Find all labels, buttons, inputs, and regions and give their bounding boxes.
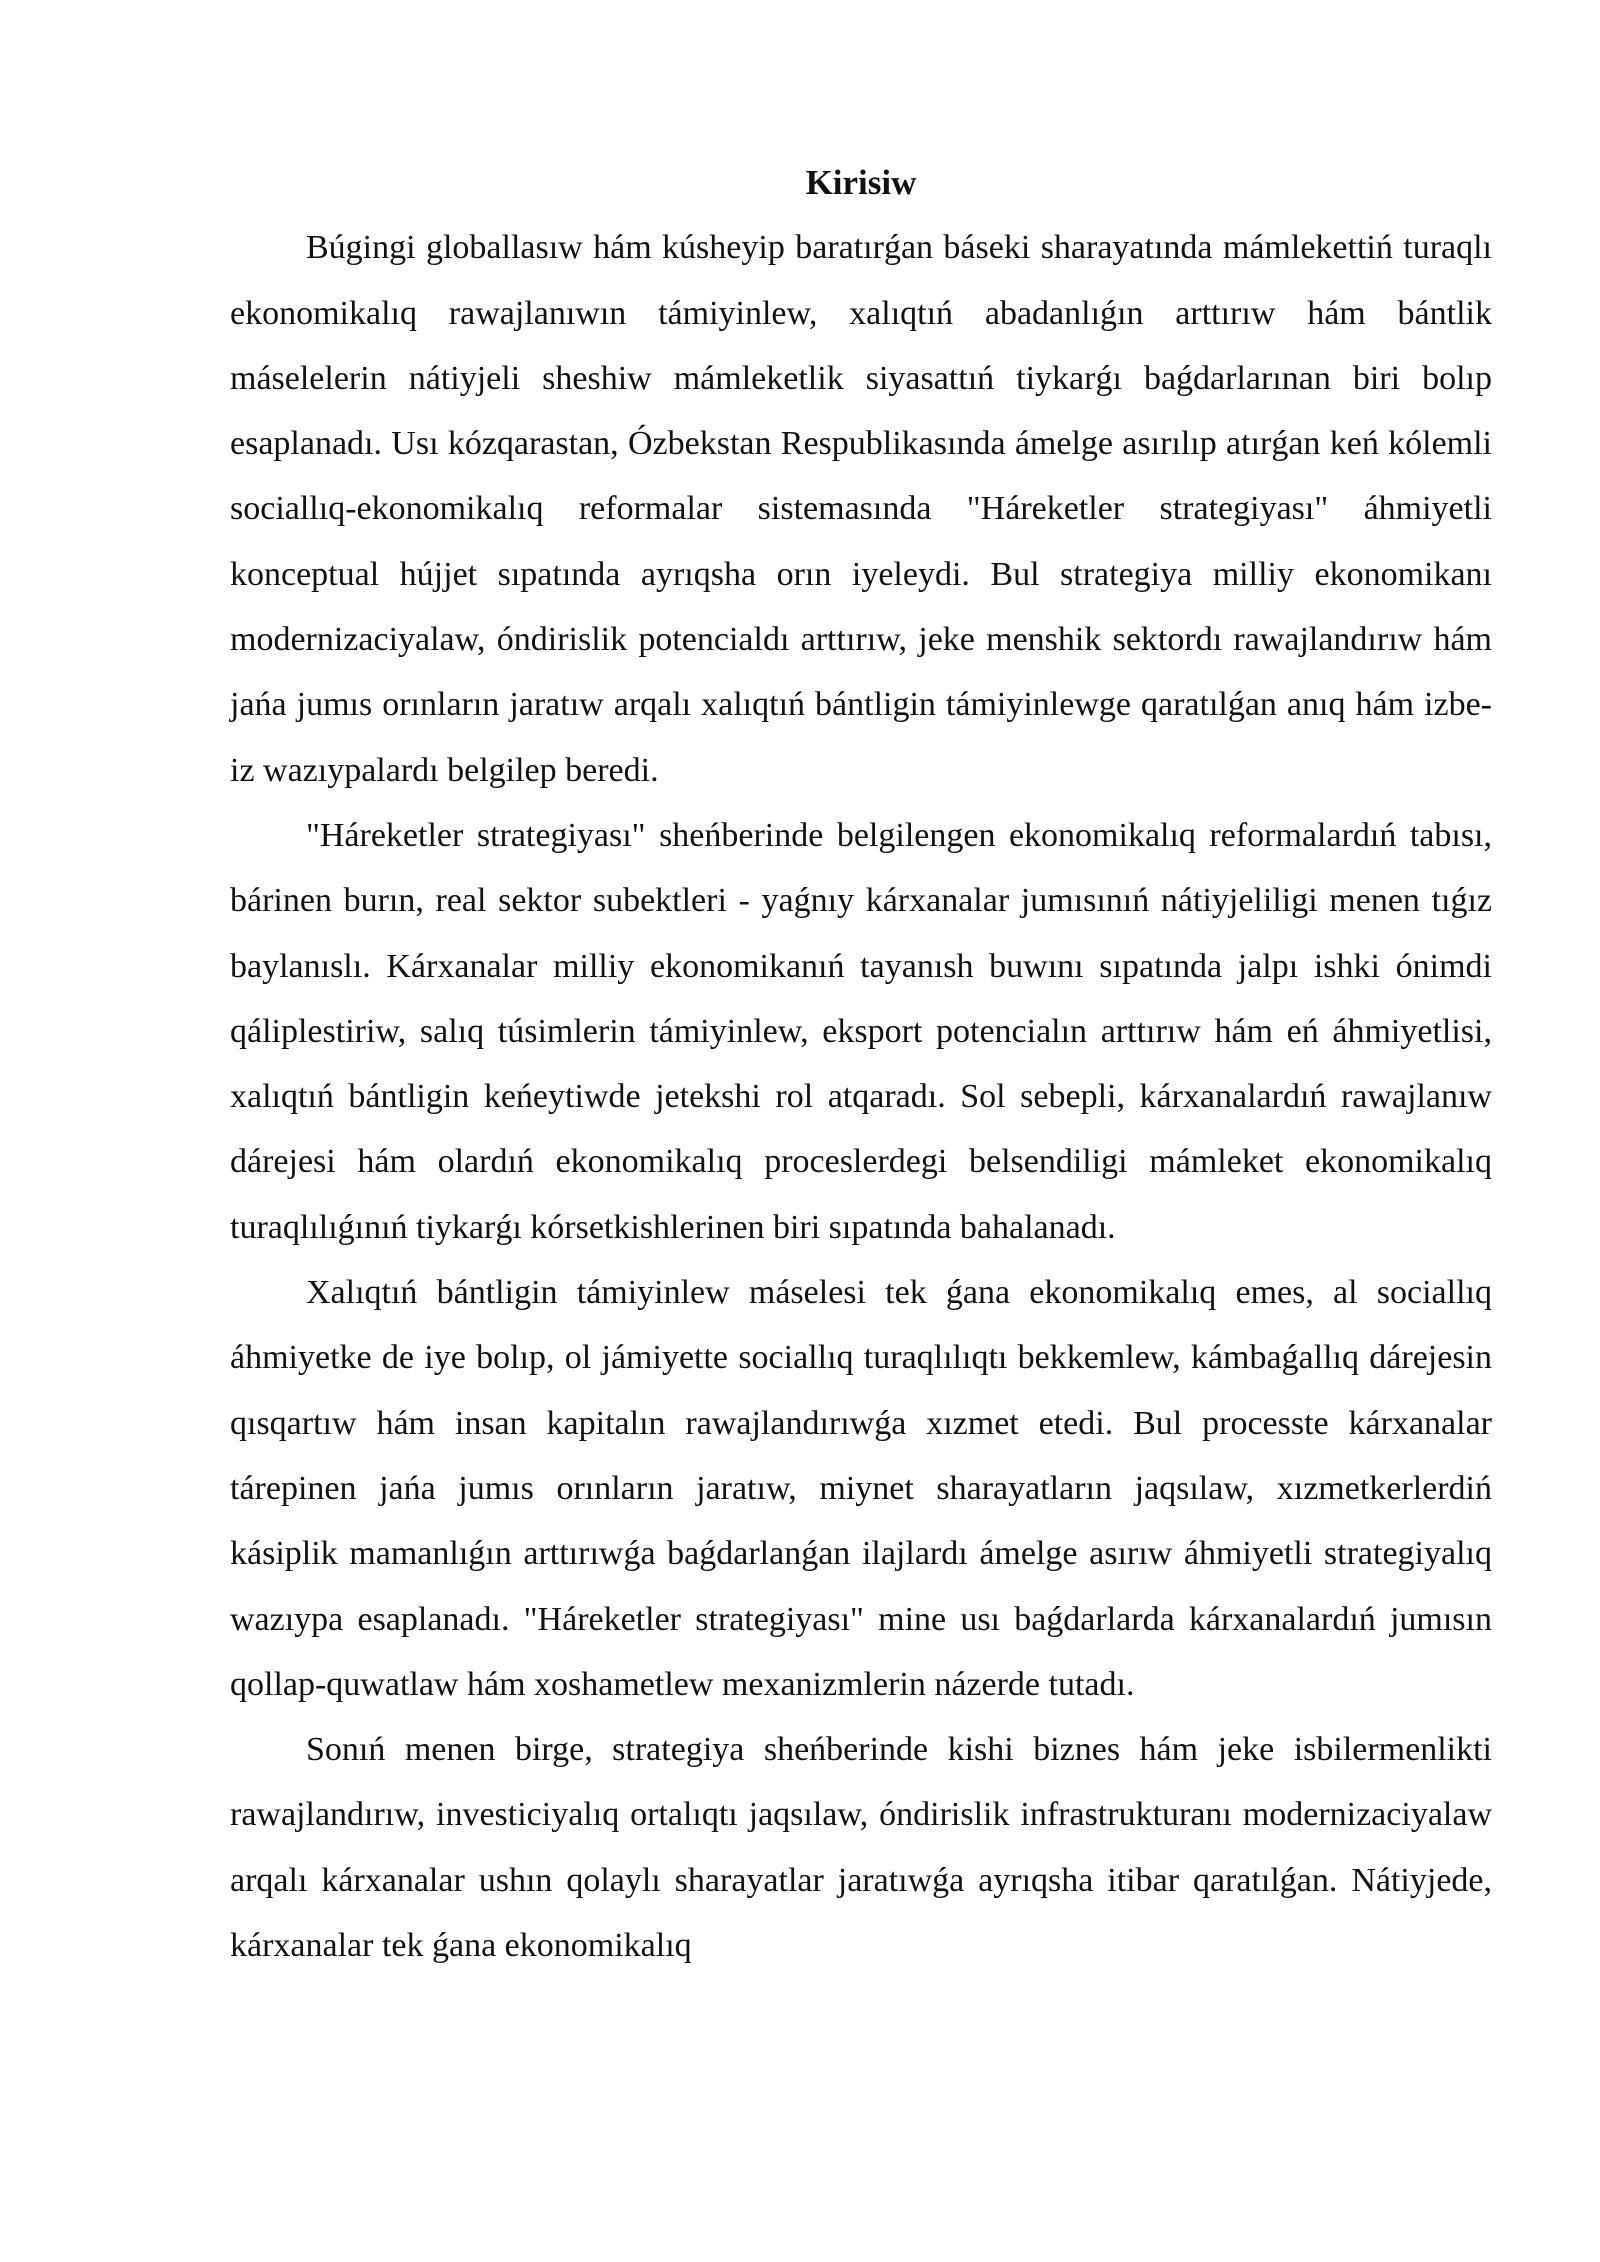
paragraph-3: Xalıqtıń bántligin támiyinlew máselesi tek ǵana ekonomikalıq emes, al sociallıq áhmiyetke de iye bolıp, ol jámiyette sociallıq turaqlılıqtı bekkemlew, kámbaǵallıq dárejesin qısqartıw hám insan kapitalın rawajlandırıwǵa xızmet etedi. Bul processte kárxanalar tárepinen jańa jumıs orınların jaratıw, miynet sharayatların jaqsılaw, xızmetkerlerdiń kásiplik mamanlıǵın arttırıwǵa baǵdarlanǵan ilajlardı ámelge asırıw áhmiyetli strategiyalıq wazıypa esaplanadı. "Háreketler strategiyası" mine usı baǵdarlarda kárxanalardıń jumısın qollap-quwatlaw hám xoshametlew mexanizmlerin názerde tutadı.: [230, 1274, 1492, 1703]
paragraph-1: Búgingi globallasıw hám kúsheyip baratırǵan báseki sharayatında mámlekettiń turaqlı ekonomikalıq rawajlanıwın támiyinlew, xalıqtıń abadanlıǵın arttırıw hám bántlik máselelerin nátiyjeli sheshiw mámleketlik siyasattıń tiykarǵı baǵdarlarınan biri bolıp esaplanadı. Usı kózqarastan, Ózbekstan Respublikasında ámelge asırılıp atırǵan keń kólemli sociallıq-ekonomikalıq reformalar sistemasında "Háreketler strategiyası" áhmiyetli konceptual hújjet sıpatında ayrıqsha orın iyeleydi. Bul strategiya milliy ekonomikanı modernizaciyalaw, óndirislik potencialdı arttırıw, jeke menshik sektordı rawajlandırıw hám jańa jumıs orınların jaratıw arqalı xalıqtıń bántligin támiyinlewge qaratılǵan anıq hám izbe-iz wazıypalardı belgilep beredi.: [230, 229, 1492, 789]
section-title: Kirisiw: [805, 163, 917, 202]
document-body: [230, 150, 1492, 1978]
paragraph-4: Sonıń menen birge, strategiya sheńberinde kishi biznes hám jeke isbilermenlikti rawajlandırıw, investiciyalıq ortalıqtı jaqsılaw, óndirislik infrastrukturanı modernizaciyalaw arqalı kárxanalar ushın qolaylı sharayatlar jaratıwǵa ayrıqsha itibar qaratılǵan. Nátiyjede, kárxanalar tek ǵana ekonomikalıq: [230, 1731, 1492, 1965]
paragraph-2: "Háreketler strategiyası" sheńberinde belgilengen ekonomikalıq reformalardıń tabısı, bárinen burın, real sektor subektleri - yaǵnıy kárxanalar jumısınıń nátiyjeliligi menen tıǵız baylanıslı. Kárxanalar milliy ekonomikanıń tayanısh buwını sıpatında jalpı ishki ónimdi qáliplestiriw, salıq túsimlerin támiyinlew, eksport potencialın arttırıw hám eń áhmiyetlisi, xalıqtıń bántligin keńeytiwde jetekshi rol atqaradı. Sol sebepli, kárxanalardıń rawajlanıw dárejesi hám olardıń ekonomikalıq proceslerdegi belsendiligi mámleket ekonomikalıq turaqlılıǵınıń tiykarǵı kórsetkishlerinen biri sıpatında bahalanadı.: [230, 816, 1492, 1246]
